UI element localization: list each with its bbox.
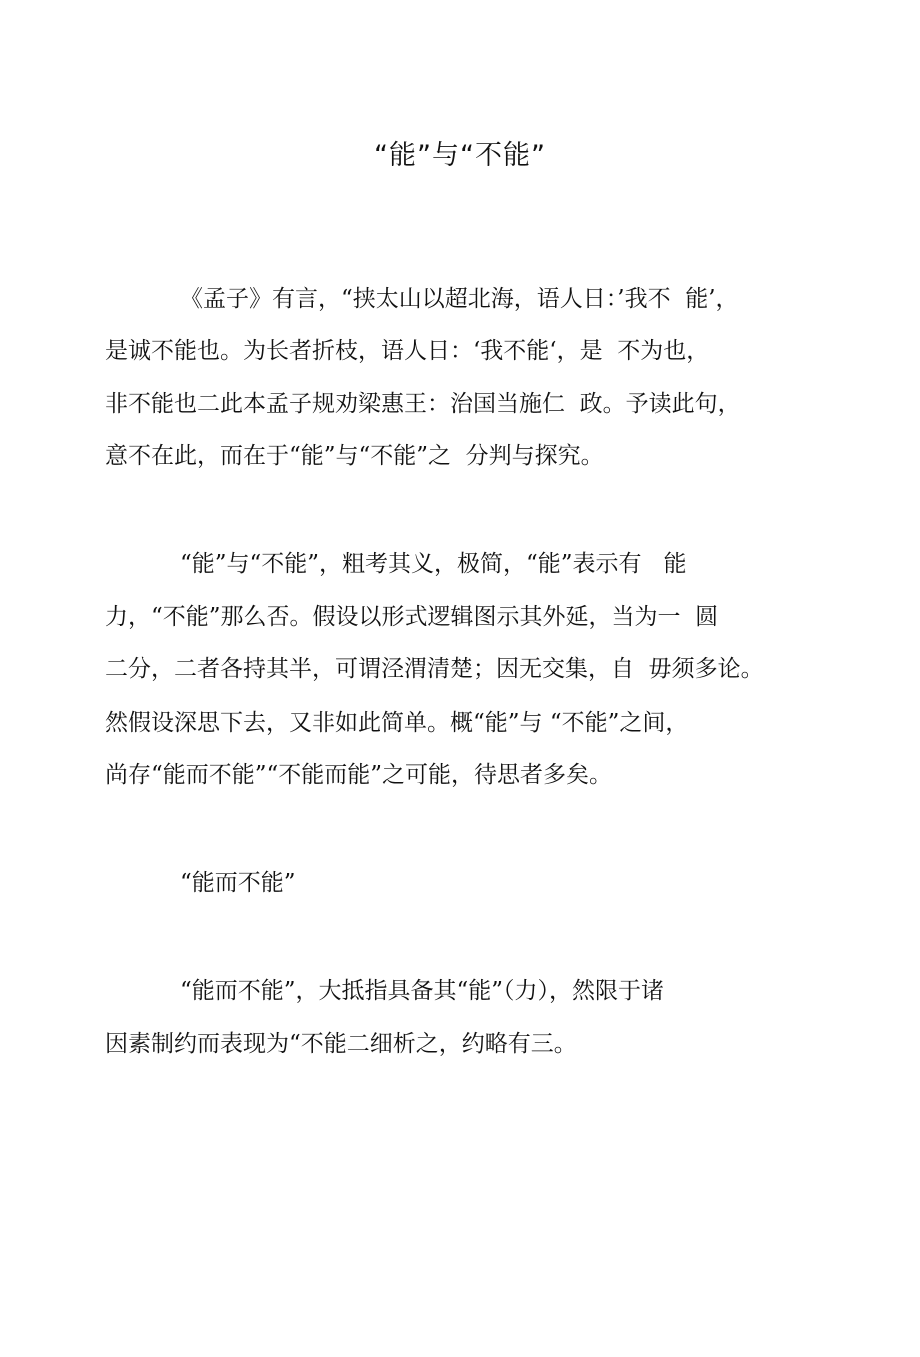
subheading: “能而不能” (180, 870, 296, 896)
paragraph-1-line-4: 意不在此，而在于“能”与“不能”之 分判与探究。 (105, 443, 604, 469)
paragraph-1-line-1: 《孟子》有言，“挟太山以超北海，语人日：’我不 能’， (180, 286, 739, 312)
paragraph-2-line-1: “能”与“不能”，粗考其义，极简，“能”表示有 能 (180, 551, 687, 577)
paragraph-1-line-2: 是诚不能也。为长者折枝，语人日：‘我不能‘，是 不为也， (105, 338, 710, 364)
paragraph-2-line-4: 然假设深思下去，又非如此简单。概“能”与 “不能”之间， (105, 710, 689, 736)
paragraph-3-line-1: “能而不能”，大抵指具备其“能”（力），然限于诸 (180, 978, 665, 1004)
document-title: “能”与“不能” (374, 140, 546, 171)
paragraph-3-line-2: 因素制约而表现为“不能二细析之，约略有三。 (105, 1031, 577, 1057)
paragraph-2-line-3: 二分，二者各持其半，可谓泾渭清楚；因无交集，自 毋须多论。 (105, 656, 764, 682)
paragraph-2-line-5: 尚存“能而不能”“不能而能”之可能，待思者多矣。 (105, 762, 613, 788)
paragraph-2-line-2: 力，“不能”那么否。假设以形式逻辑图示其外延，当为一 圆 (105, 604, 719, 630)
paragraph-1-line-3: 非不能也二此本孟子规劝梁惠王：治国当施仁 政。予读此句， (105, 391, 741, 417)
